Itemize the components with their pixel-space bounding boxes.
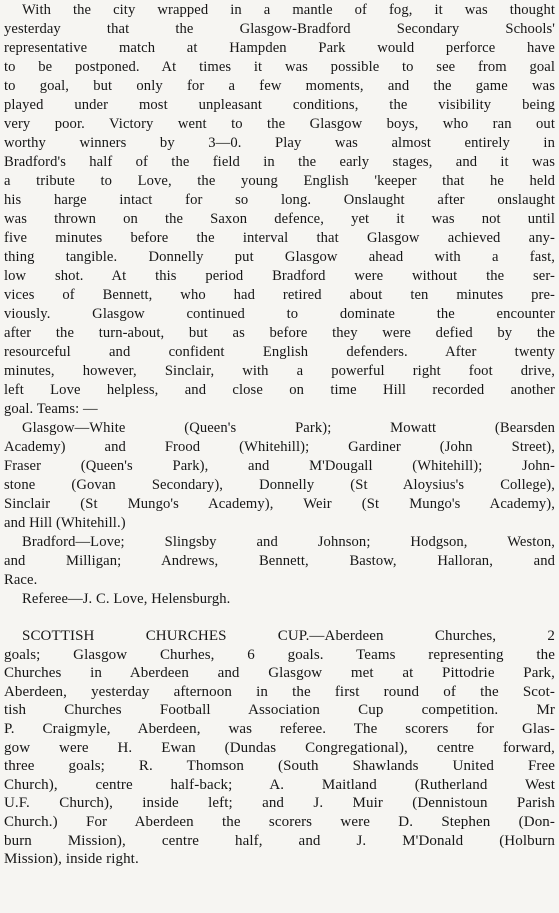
article-line: stone (Govan Secondary), Donnelly (St Aloysius's College), bbox=[4, 477, 555, 493]
article-line: low shot. At this period Bradford were without the ser- bbox=[4, 268, 555, 284]
article-line: tish Churches Football Association Cup competition. Mr bbox=[4, 702, 555, 719]
article-line: to be postponed. At times it was possible to see from goal bbox=[4, 59, 555, 75]
article-line: and Milligan; Andrews, Bennett, Bastow, Halloran, and bbox=[4, 553, 555, 569]
article-line: representative match at Hampden Park would perforce have bbox=[4, 40, 555, 56]
article-line: Bradford—Love; Slingsby and Johnson; Hodgson, Weston, bbox=[22, 534, 555, 550]
article-line: Church), centre half-back; A. Maitland (Rutherland West bbox=[4, 776, 555, 793]
article-schools-match bbox=[4, 0, 555, 609]
article-line: SCOTTISH CHURCHES CUP.—Aberdeen Churches, 2 bbox=[22, 628, 555, 644]
article-line: to goal, but only for a few moments, and the game was bbox=[4, 78, 555, 94]
article-line: Referee—J. C. Love, Helensburgh. bbox=[22, 591, 231, 607]
article-line: burn Mission), centre half, and J. M'Donald (Holburn bbox=[4, 832, 555, 849]
article-line: Academy) and Frood (Whitehill); Gardiner (John Street), bbox=[4, 439, 555, 455]
article-line: was thrown on the Saxon defence, yet it was not until bbox=[4, 211, 555, 227]
article-line: Fraser (Queen's Park), and M'Dougall (Whitehill); John- bbox=[4, 458, 555, 474]
article-line: resourceful and confident English defenders. After twenty bbox=[4, 344, 555, 360]
article-line: vices of Bennett, who had retired about ten minutes pre- bbox=[4, 287, 555, 303]
article-line: With the city wrapped in a mantle of fog, it was thought bbox=[22, 2, 555, 18]
article-line: Church.) For Aberdeen the scorers were D. Stephen (Don- bbox=[4, 813, 555, 830]
article-line: yesterday that the Glasgow-Bradford Secondary Schools' bbox=[4, 21, 555, 37]
article-line: his harge intact for so long. Onslaught after onslaught bbox=[4, 192, 555, 208]
article-line: worthy winners by 3—0. Play was almost entirely in bbox=[4, 135, 555, 151]
article-line: played under most unpleasant conditions, the visibility being bbox=[4, 97, 555, 113]
article-line: goals; Glasgow Churhes, 6 goals. Teams representing the bbox=[4, 646, 555, 663]
article-line: a tribute to Love, the young English 'keeper that he held bbox=[4, 173, 555, 189]
article-line: gow were H. Ewan (Dundas Congregational), centre forward, bbox=[4, 739, 555, 756]
article-line: Sinclair (St Mungo's Academy), Weir (St Mungo's Academy), bbox=[4, 496, 555, 512]
article-line: Race. bbox=[4, 572, 38, 588]
article-churches-cup bbox=[4, 627, 555, 869]
article-line: and Hill (Whitehill.) bbox=[4, 515, 126, 531]
article-line: thing tangible. Donnelly put Glasgow ahead with a fast, bbox=[4, 249, 555, 265]
article-line: left Love helpless, and close on time Hill recorded another bbox=[4, 382, 555, 398]
article-line: after the turn-about, but as before they were defied by the bbox=[4, 325, 555, 341]
article-line: Churches in Aberdeen and Glasgow met at Pittodrie Park, bbox=[4, 665, 555, 682]
article-line: very poor. Victory went to the Glasgow boys, who ran out bbox=[4, 116, 555, 132]
article-line: Glasgow—White (Queen's Park); Mowatt (Bearsden bbox=[22, 420, 555, 436]
article-line: minutes, however, Sinclair, with a powerful right foot drive, bbox=[4, 363, 555, 379]
article-line: viously. Glasgow continued to dominate the encounter bbox=[4, 306, 555, 322]
article-line: U.F. Church), inside left; and J. Muir (Dennistoun Parish bbox=[4, 795, 555, 812]
article-line: five minutes before the interval that Glasgow achieved any- bbox=[4, 230, 555, 246]
article-line: P. Craigmyle, Aberdeen, was referee. The scorers for Glas- bbox=[4, 720, 555, 737]
article-line: goal. Teams: — bbox=[4, 401, 98, 417]
article-line: three goals; R. Thomson (South Shawlands United Free bbox=[4, 758, 555, 775]
article-line: Mission), inside right. bbox=[4, 851, 139, 868]
article-line: Aberdeen, yesterday afternoon in the first round of the Scot- bbox=[4, 683, 555, 700]
article-line: Bradford's half of the field in the early stages, and it was bbox=[4, 154, 555, 170]
